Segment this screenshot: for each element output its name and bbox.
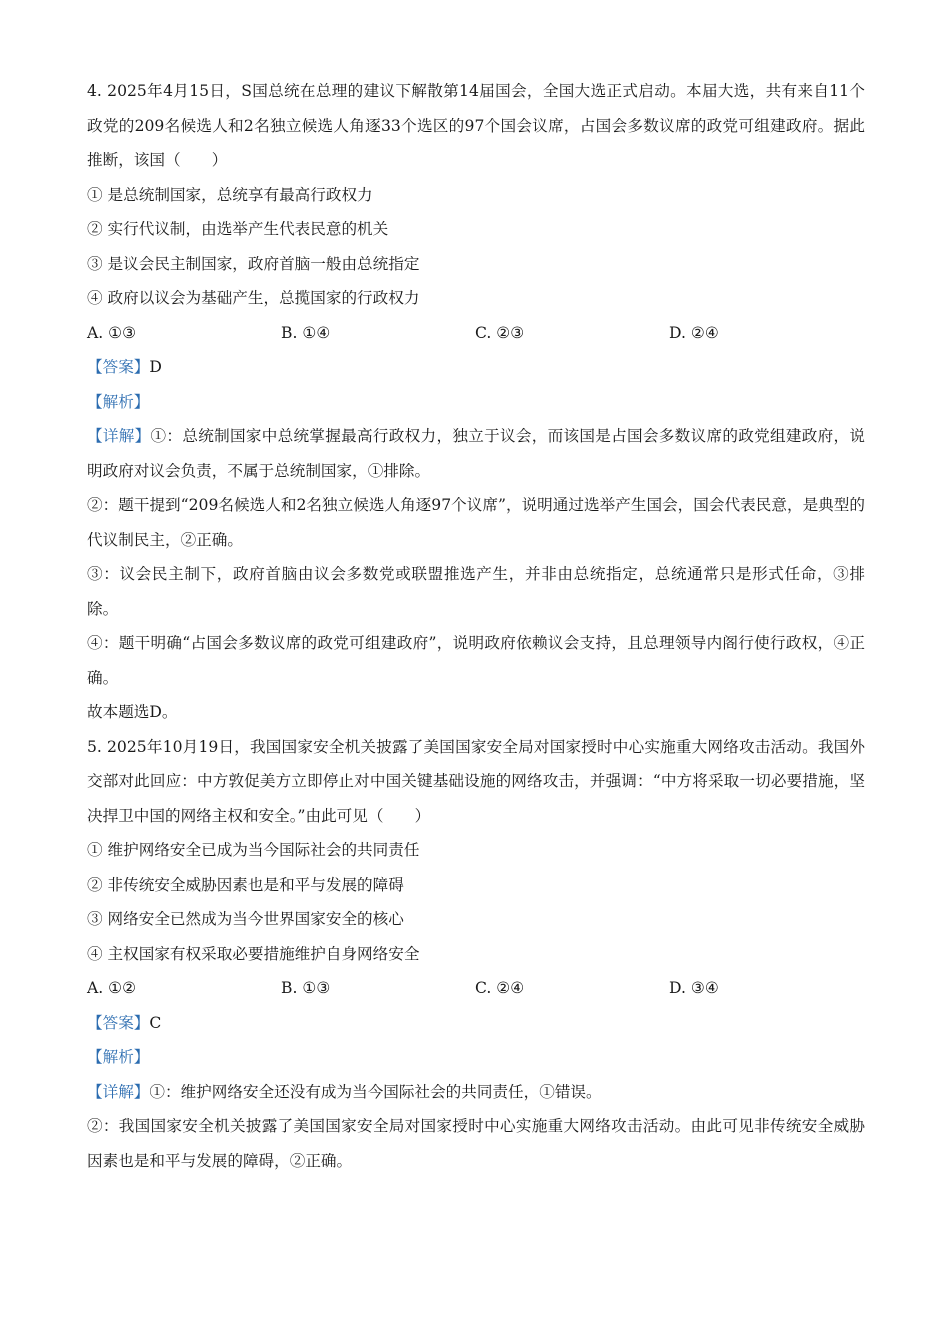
question-5-option-a: A. ①② — [87, 979, 137, 997]
question-5-analysis — [87, 1040, 865, 1075]
question-4-item-2: ② 实行代议制，由选举产生代表民意的机关 — [87, 220, 389, 238]
analysis-tag: 【解析】 — [87, 392, 150, 411]
question-5-item-1: ① 维护网络安全已成为当今国际社会的共同责任 — [87, 841, 420, 859]
question-4-analysis — [87, 385, 865, 420]
document-page — [87, 74, 865, 1178]
question-4-item-4: ④ 政府以议会为基础产生，总揽国家的行政权力 — [87, 289, 420, 307]
question-5-stem: 5. 2025年10月19日，我国国家安全机关披露了美国国家安全局对国家授时中心实施重大网络攻击活动。我国外交部对此回应：中方敦促美方立即停止对中国关键基础设施的网络攻击，并强调：“中方将采取一切必要措施，坚决捍卫中国的网络主权和安全。”由此可见（ ） — [87, 737, 865, 825]
question-5-answer — [87, 1006, 865, 1041]
question-5-option-d: D. ③④ — [669, 979, 719, 997]
answer-tag: 【答案】 — [87, 1013, 150, 1032]
question-4-answer — [87, 350, 865, 385]
answer-value: C — [149, 1013, 162, 1032]
question-4-detail-4: ④：题干明确“占国会多数议席的政党可组建政府”，说明政府依赖议会支持，且总理领导内阁行使行政权，④正确。 — [87, 634, 865, 687]
question-4-item-3: ③ 是议会民主制国家，政府首脑一般由总统指定 — [87, 254, 420, 273]
question-4-item-1: ① 是总统制国家，总统享有最高行政权力 — [87, 185, 373, 204]
question-5-options — [87, 971, 865, 1006]
analysis-tag: 【解析】 — [87, 1048, 150, 1066]
question-5-item-3: ③ 网络安全已然成为当今世界国家安全的核心 — [87, 910, 404, 928]
question-4-detail-3: ③：议会民主制下，政府首脑由议会多数党或联盟推选产生，并非由总统指定，总统通常只是形式任命，③排除。 — [87, 565, 865, 618]
question-5-item-2: ② 非传统安全威胁因素也是和平与发展的障碍 — [87, 875, 404, 894]
question-5-detail-1: 【详解】①：维护网络安全还没有成为当今国际社会的共同责任，①错误。 — [87, 1082, 602, 1101]
question-5-detail-2: ②：我国国家安全机关披露了美国国家安全局对国家授时中心实施重大网络攻击活动。由此可见非传统安全威胁因素也是和平与发展的障碍，②正确。 — [87, 1117, 865, 1170]
question-4-option-b: B. ①④ — [281, 323, 331, 342]
answer-tag: 【答案】 — [87, 358, 150, 376]
question-5-option-b: B. ①③ — [281, 979, 331, 997]
question-4-detail-1: 【详解】①：总统制国家中总统掌握最高行政权力，独立于议会，而该国是占国会多数议席的政党组建政府，说明政府对议会负责，不属于总统制国家，①排除。 — [87, 427, 865, 480]
detail-tag: 【详解】 — [87, 1082, 150, 1101]
question-4-option-a: A. ①③ — [87, 323, 137, 342]
answer-value: D — [149, 358, 162, 376]
question-4-options — [87, 316, 865, 351]
question-5-item-4: ④ 主权国家有权采取必要措施维护自身网络安全 — [87, 944, 420, 963]
question-4-detail-2: ②：题干提到“209名候选人和2名独立候选人角逐97个议席”，说明通过选举产生国会，国会代表民意，是典型的代议制民主，②正确。 — [87, 496, 865, 549]
question-4-option-c: C. ②③ — [475, 323, 525, 342]
question-4-option-d: D. ②④ — [669, 323, 719, 342]
question-4-conclusion: 故本题选D。 — [87, 703, 178, 721]
detail-tag: 【详解】 — [87, 427, 151, 445]
question-5-option-c: C. ②④ — [475, 979, 525, 997]
question-4-stem: 4. 2025年4月15日，S国总统在总理的建议下解散第14届国会，全国大选正式启动。本届大选，共有来自11个政党的209名候选人和2名独立候选人角逐33个选区的97个国会议席，占国会多数议席的政党可组建政府。据此推断，该国（ ） — [87, 82, 865, 169]
